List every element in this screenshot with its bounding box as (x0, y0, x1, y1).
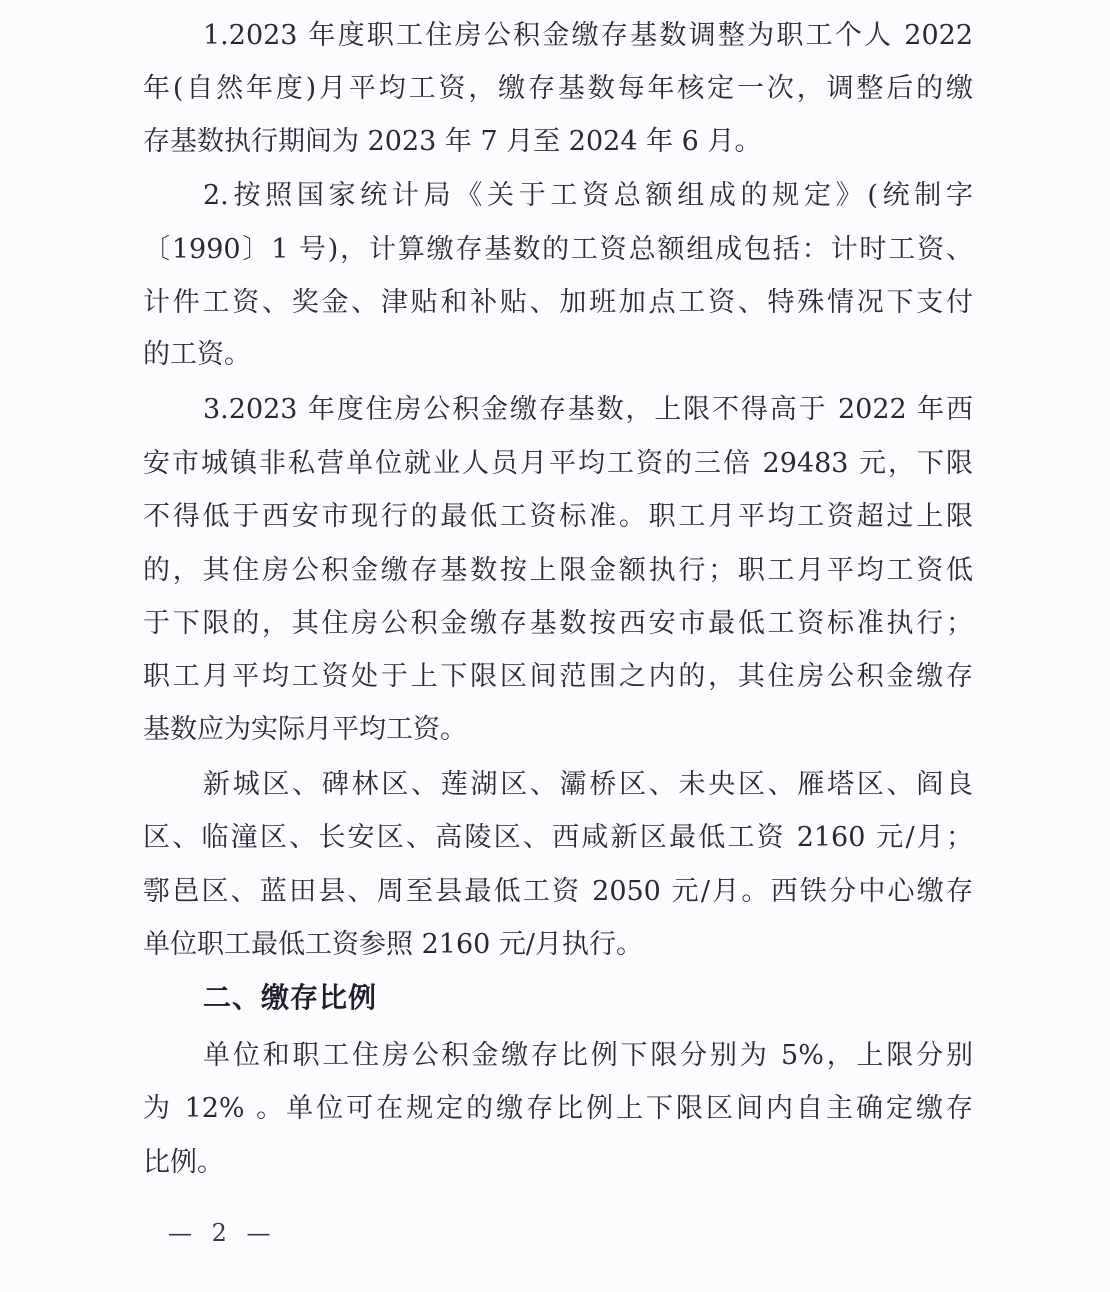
paragraph-2-line-2: 〔1990〕1 号)，计算缴存基数的工资总额组成包括：计时工资、 (143, 234, 973, 265)
districts-line-3: 鄠邑区、蓝田县、周至县最低工资 2050 元/月。西铁分中心缴存 (143, 876, 973, 907)
ratio-line-2: 为 12% 。单位可在规定的缴存比例上下限区间内自主确定缴存 (143, 1093, 973, 1124)
districts-line-2: 区、临潼区、长安区、高陵区、西咸新区最低工资 2160 元/月； (143, 822, 973, 853)
paragraph-1-line-3: 存基数执行期间为 2023 年 7 月至 2024 年 6 月。 (143, 126, 762, 157)
districts-line-4: 单位职工最低工资参照 2160 元/月执行。 (143, 929, 643, 960)
ratio-line-1: 单位和职工住房公积金缴存比例下限分别为 5%，上限分别 (203, 1040, 973, 1071)
section-heading: 二、缴存比例 (203, 981, 378, 1014)
paragraph-3-line-1: 3.2023 年度住房公积金缴存基数，上限不得高于 2022 年西 (203, 394, 973, 425)
paragraph-3-line-5: 于下限的，其住房公积金缴存基数按西安市最低工资标准执行； (143, 608, 973, 639)
paragraph-3-line-6: 职工月平均工资处于上下限区间范围之内的，其住房公积金缴存 (143, 661, 973, 692)
paragraph-3-line-2: 安市城镇非私营单位就业人员月平均工资的三倍 29483 元，下限 (143, 448, 973, 479)
paragraph-3-line-3: 不得低于西安市现行的最低工资标准。职工月平均工资超过上限 (143, 501, 973, 532)
ratio-line-3: 比例。 (143, 1147, 224, 1178)
paragraph-2-line-1: 2.按照国家统计局《关于工资总额组成的规定》(统制字 (203, 180, 973, 211)
districts-line-1: 新城区、碑林区、莲湖区、灞桥区、未央区、雁塔区、阎良 (203, 769, 973, 800)
paragraph-2-line-3: 计件工资、奖金、津贴和补贴、加班加点工资、特殊情况下支付 (143, 287, 973, 318)
paragraph-1-line-2: 年(自然年度)月平均工资，缴存基数每年核定一次，调整后的缴 (143, 73, 973, 104)
page-number: — 2 — (168, 1219, 277, 1247)
paragraph-3-line-4: 的，其住房公积金缴存基数按上限金额执行；职工月平均工资低 (143, 555, 973, 586)
paragraph-1-line-1: 1.2023 年度职工住房公积金缴存基数调整为职工个人 2022 (203, 20, 973, 51)
paragraph-3-line-7: 基数应为实际月平均工资。 (143, 714, 467, 745)
paragraph-2-line-4: 的工资。 (143, 339, 251, 370)
